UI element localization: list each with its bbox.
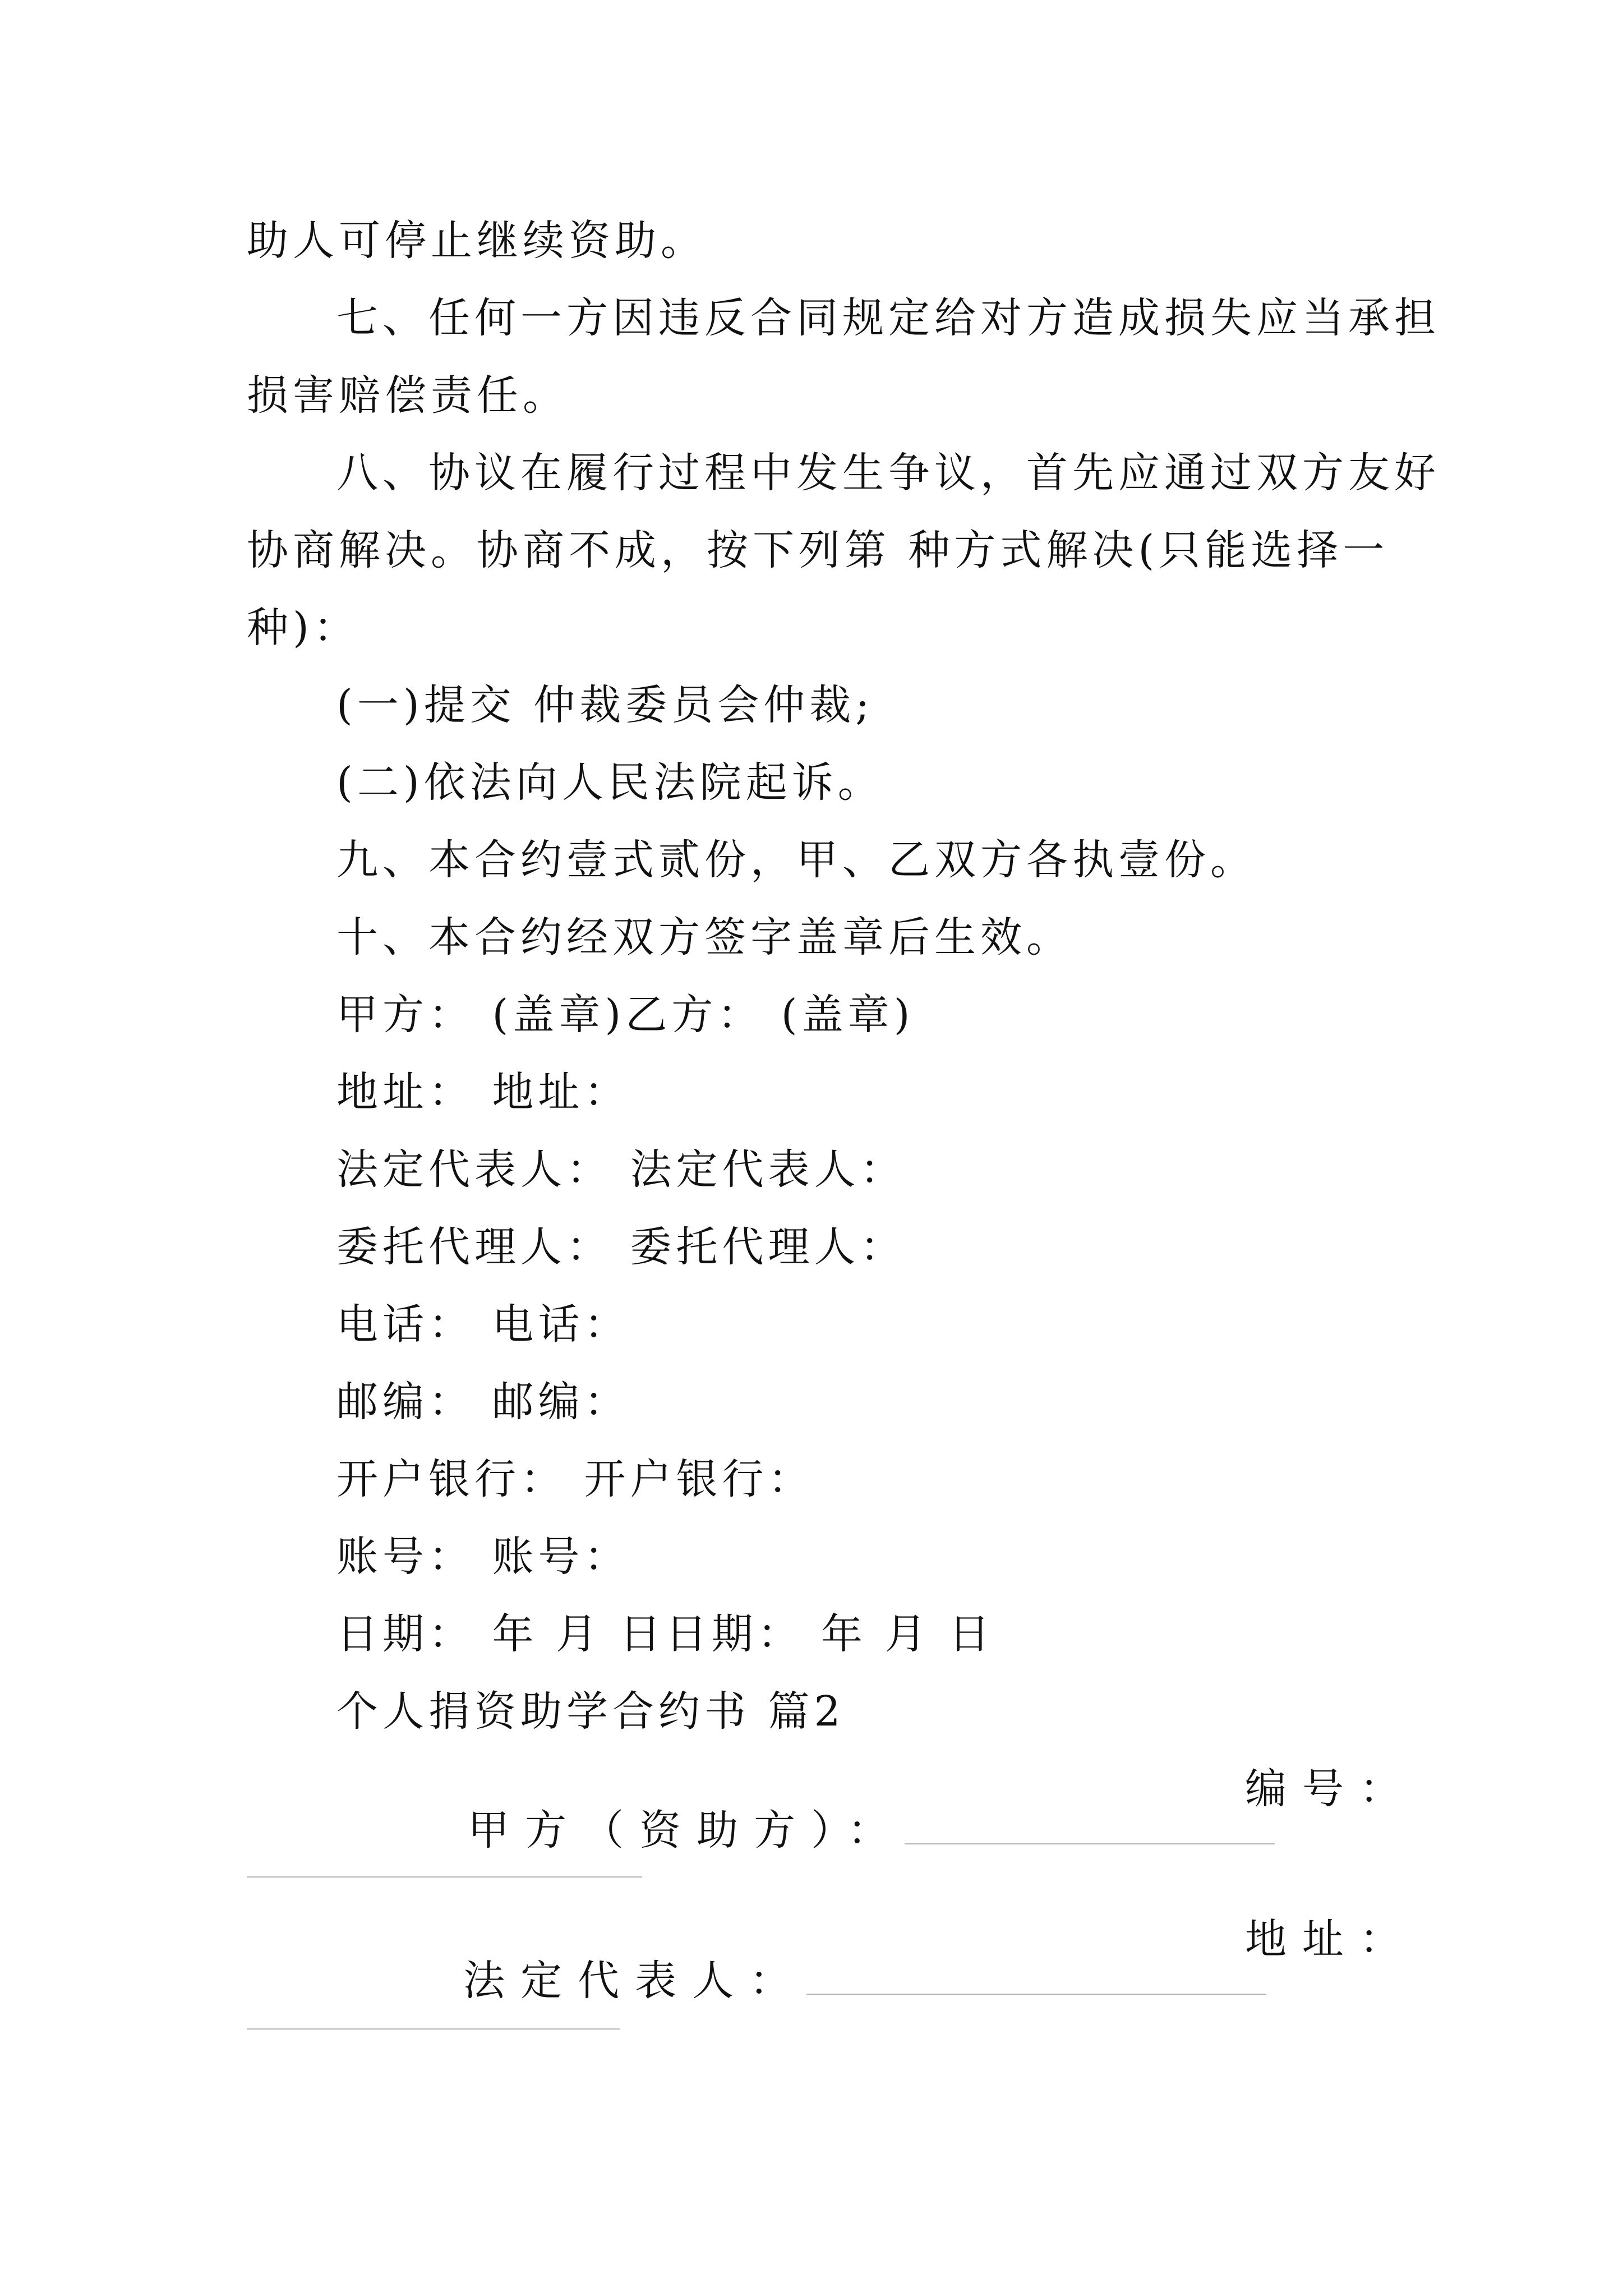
phone-row: 电话： 电话： xyxy=(336,1300,630,1349)
option-litigation: (二)依法向人民法院起诉。 xyxy=(336,758,884,807)
number-blank xyxy=(247,1876,642,1878)
text-line-1: 助人可停止继续资助。 xyxy=(247,217,707,265)
clause-10: 十、本合约经双方签字盖章后生效。 xyxy=(336,913,1072,961)
party-a-blank xyxy=(905,1843,1275,1844)
clause-7-line-1: 七、任何一方因违反合同规定给对方造成损失应当承担 xyxy=(336,294,1440,342)
clause-9: 九、本合约壹式贰份，甲、乙双方各执壹份。 xyxy=(336,836,1256,884)
address-row: 地址： 地址： xyxy=(336,1068,630,1116)
agent-row: 委托代理人： 委托代理人： xyxy=(336,1223,906,1271)
clause-8-line-2: 协商解决。协商不成，按下列第 种方式解决(只能选择一 xyxy=(247,526,1389,574)
option-arbitration: (一)提交 仲裁委员会仲裁; xyxy=(336,681,874,729)
postcode-row: 邮编： 邮编： xyxy=(336,1378,630,1426)
party-a-row xyxy=(352,1768,1275,1893)
legal-rep-form-row xyxy=(348,1918,1266,2043)
legal-rep-label: 法定代表人： xyxy=(463,1957,807,2005)
legal-rep-row: 法定代表人： 法定代表人： xyxy=(336,1145,906,1194)
address-label: 地址： xyxy=(1245,1915,1417,1963)
clause-8-line-3: 种)： xyxy=(247,604,359,652)
number-label: 编号： xyxy=(1245,1765,1417,1813)
legal-rep-blank xyxy=(806,1994,1266,1995)
signature-parties: 甲方： (盖章)乙方： (盖章) xyxy=(336,991,915,1039)
address-blank xyxy=(247,2028,620,2030)
clause-7-line-2: 损害赔偿责任。 xyxy=(247,371,569,420)
section-heading-2: 个人捐资助学合约书 篇2 xyxy=(336,1687,845,1736)
account-row: 账号： 账号： xyxy=(336,1533,630,1581)
clause-8-line-1: 八、协议在履行过程中发生争议，首先应通过双方友好 xyxy=(336,449,1440,497)
date-row: 日期： 年 月 日日期： 年 月 日 xyxy=(336,1610,995,1658)
party-a-label: 甲方（资助方）： xyxy=(468,1806,905,1855)
bank-row: 开户银行： 开户银行： xyxy=(336,1455,814,1503)
